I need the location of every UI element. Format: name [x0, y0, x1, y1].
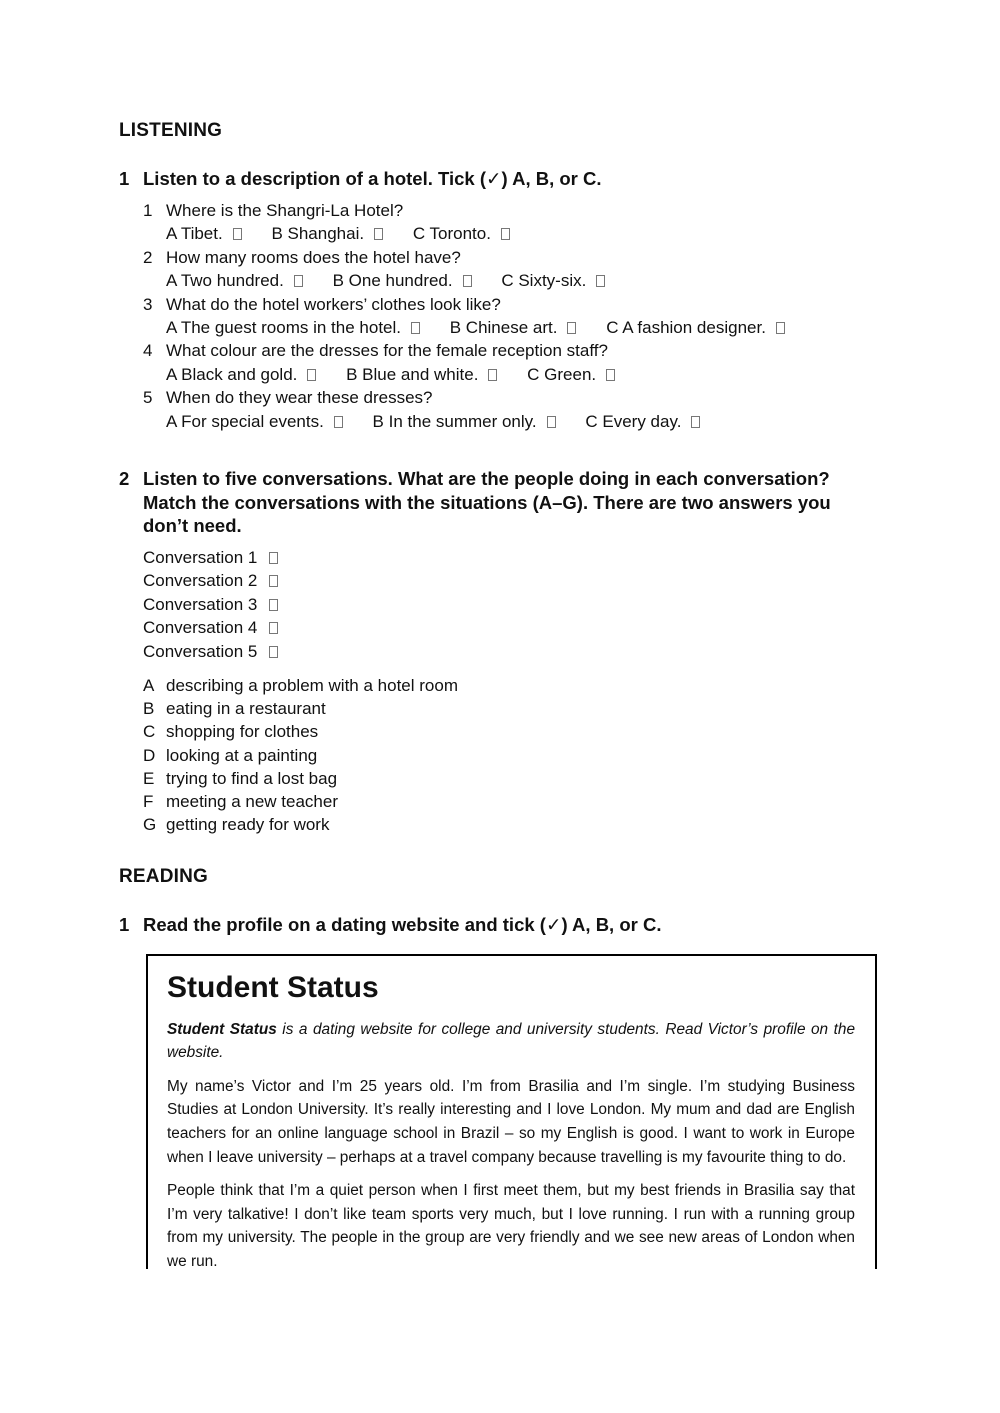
option-row: [143, 222, 794, 245]
option-label: A Tibet.: [166, 224, 223, 244]
answer-box[interactable]: [269, 599, 278, 611]
conversation-label: Conversation 2: [143, 571, 258, 591]
question-number: 4: [143, 341, 153, 361]
option-row: [143, 316, 794, 339]
conversation-row: [143, 569, 278, 592]
conversation-label: Conversation 4: [143, 618, 258, 638]
task-number: 2: [119, 468, 130, 489]
option-label: A Two hundred.: [166, 271, 284, 291]
option: [166, 269, 303, 292]
question-number: 2: [143, 247, 153, 267]
answer-box[interactable]: [269, 646, 278, 658]
listening-heading: LISTENING: [119, 120, 223, 141]
task-text: Listen to a description of a hotel. Tick (✓) A, B, or C.: [143, 168, 602, 189]
tick-box[interactable]: [547, 416, 556, 428]
option: [527, 363, 615, 386]
option: [166, 363, 316, 386]
tick-box[interactable]: [596, 275, 605, 287]
task-number: 1: [119, 168, 130, 189]
option: [333, 269, 472, 292]
tick-box[interactable]: [463, 275, 472, 287]
situation-row: [143, 697, 458, 720]
tick-box[interactable]: [488, 369, 497, 381]
task-text: Read the profile on a dating website and tick (✓) A, B, or C.: [143, 914, 662, 935]
conversation-label: Conversation 1: [143, 548, 258, 567]
profile-paragraph: People think that I’m a quiet person when I first meet them, but my best friends in Brasilia say that I’m very talkative! I don’t like team sports very much, but I love running. I run with a running group from my university. The people in the group are very friendly and we see new areas of London when we run.: [167, 1182, 855, 1269]
situation-text: looking at a painting: [166, 745, 318, 765]
situation-letter: G: [143, 815, 157, 835]
option-label: C Green.: [527, 364, 597, 384]
option-label: A Black and gold.: [166, 364, 298, 384]
situation-text: trying to find a lost bag: [166, 768, 338, 788]
option-label: C Every day.: [585, 411, 682, 431]
option-label: B Blue and white.: [346, 364, 479, 384]
option-label: B Chinese art.: [449, 317, 558, 337]
option: [501, 269, 605, 292]
question-text: Where is the Shangri-La Hotel?: [166, 201, 404, 220]
text-intro: [167, 1018, 855, 1065]
reading-heading: READING: [119, 866, 209, 887]
answer-box[interactable]: [269, 575, 278, 587]
question-number: 1: [143, 201, 153, 220]
profile-paragraph: My name’s Victor and I’m 25 years old. I’m from Brasilia and I’m single. I’m studying Business Studies at London University. It’s really interesting and I love London. My mum and dad are English teachers for an online language school in Brazil – so my English is good. I want to work in Europe when I leave university – perhaps at a travel company because travelling is my favourite thing to do.: [167, 1077, 855, 1166]
situation-letter: B: [143, 699, 155, 719]
conversation-row: [143, 616, 278, 639]
option-label: A For special events.: [166, 411, 324, 431]
situation-row: [143, 813, 458, 836]
question-row: [143, 293, 794, 316]
answer-box[interactable]: [269, 552, 278, 564]
conversation-row: [143, 593, 278, 616]
option: [373, 410, 556, 433]
situation-text: eating in a restaurant: [166, 699, 326, 719]
option: [606, 316, 785, 339]
situation-letter: C: [143, 722, 156, 742]
intro-site-name: Student Status: [167, 1021, 277, 1038]
option: [585, 410, 700, 433]
option-row: [143, 410, 794, 433]
option-label: B One hundred.: [332, 271, 453, 291]
tick-box[interactable]: [233, 228, 242, 240]
listening-task2-instruction: [119, 467, 879, 538]
hotel-question-list: [143, 199, 794, 433]
conversation-row: [143, 640, 278, 663]
option: [166, 410, 343, 433]
tick-box[interactable]: [501, 228, 510, 240]
situation-row: [143, 720, 458, 743]
question-row: [143, 246, 794, 269]
tick-box[interactable]: [411, 322, 420, 334]
situation-letter: E: [143, 768, 155, 788]
situation-text: meeting a new teacher: [166, 791, 338, 811]
question-number: 3: [143, 294, 153, 314]
situation-text: describing a problem with a hotel room: [166, 676, 458, 695]
tick-box[interactable]: [776, 322, 785, 334]
tick-box[interactable]: [606, 369, 615, 381]
tick-box[interactable]: [374, 228, 383, 240]
option-label: C A fashion designer.: [606, 317, 766, 337]
conversation-row: [143, 546, 278, 569]
reading-text-box: [146, 954, 877, 1269]
question-row: [143, 386, 794, 409]
reading-task1-instruction: [119, 913, 879, 937]
situation-row: [143, 744, 458, 767]
option-label: C Sixty-six.: [501, 271, 587, 291]
tick-box[interactable]: [307, 369, 316, 381]
conversation-list: [143, 546, 278, 663]
question-text: When do they wear these dresses?: [166, 388, 433, 408]
option-label: B In the summer only.: [372, 411, 537, 431]
answer-box[interactable]: [269, 622, 278, 634]
option-label: B Shanghai.: [271, 224, 365, 244]
task-number: 1: [119, 914, 130, 935]
option: [346, 363, 497, 386]
text-title: Student Status: [167, 971, 379, 1004]
situation-text: shopping for clothes: [166, 722, 319, 742]
question-row: [143, 339, 794, 362]
option: [413, 222, 510, 245]
situation-row: [143, 767, 458, 790]
question-text: How many rooms does the hotel have?: [166, 247, 461, 267]
situation-row: [143, 790, 458, 813]
option: [166, 222, 242, 245]
option: [450, 316, 577, 339]
conversation-label: Conversation 5: [143, 641, 258, 661]
question-row: [143, 199, 794, 222]
question-number: 5: [143, 388, 153, 408]
situation-letter: D: [143, 745, 156, 765]
situation-list: [143, 674, 458, 836]
tick-box[interactable]: [691, 416, 700, 428]
option-label: C Toronto.: [412, 224, 491, 244]
task-text: Listen to five conversations. What are the people doing in each conversation? Match the conversations with the situations (A–G). There are two answers you don’t need.: [143, 468, 831, 536]
option-row: [143, 363, 794, 386]
question-text: What colour are the dresses for the female reception staff?: [166, 341, 608, 361]
tick-box[interactable]: [567, 322, 576, 334]
situation-letter: F: [143, 791, 154, 811]
tick-box[interactable]: [294, 275, 303, 287]
conversation-label: Conversation 3: [143, 594, 258, 614]
option-row: [143, 269, 794, 292]
option: [166, 316, 420, 339]
situation-letter: A: [143, 676, 155, 695]
situation-text: getting ready for work: [166, 815, 330, 835]
option: [271, 222, 383, 245]
option-label: A The guest rooms in the hotel.: [166, 317, 401, 337]
intro-text: is a dating website for college and university students. Read Victor’s profile on the website.: [167, 1021, 855, 1062]
tick-box[interactable]: [334, 416, 343, 428]
situation-row: [143, 674, 458, 697]
question-text: What do the hotel workers’ clothes look like?: [166, 294, 501, 314]
listening-task1-instruction: [119, 167, 879, 191]
